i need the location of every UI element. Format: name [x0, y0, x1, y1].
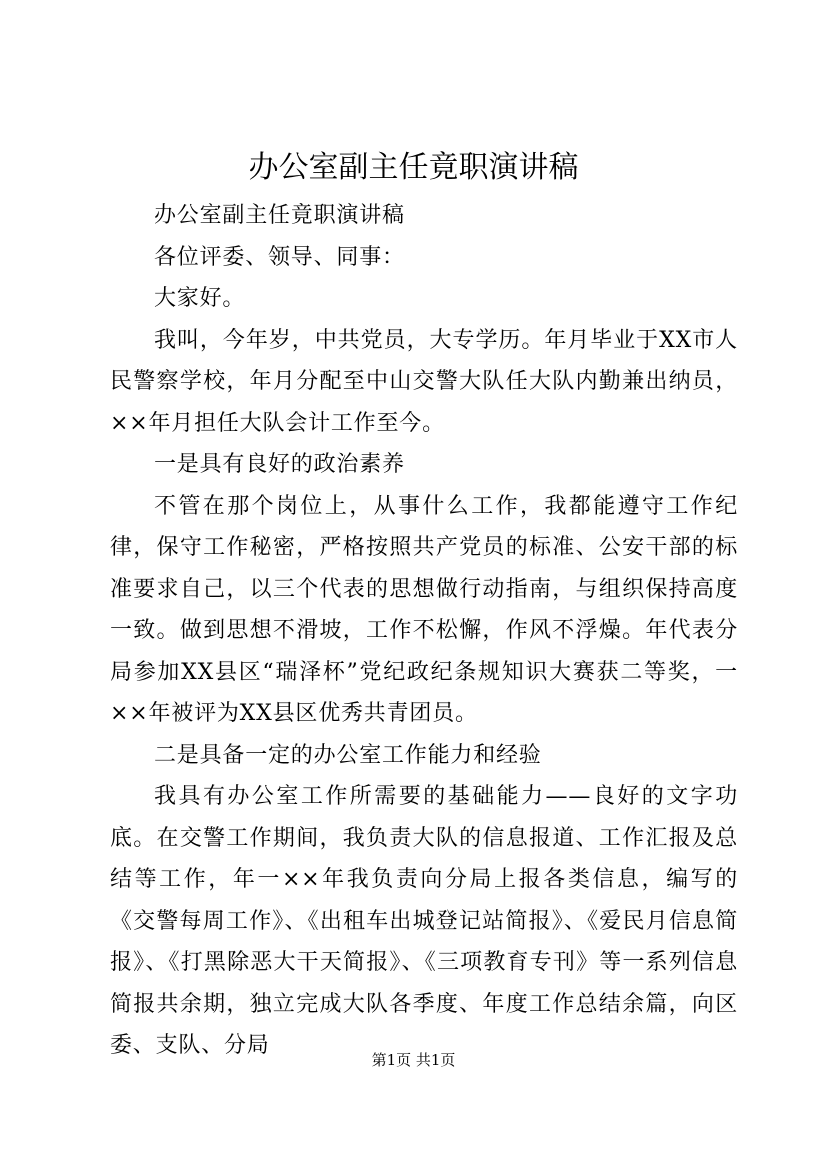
document-body	[110, 195, 738, 1067]
document-title: 办公室副主任竟职演讲稿	[248, 150, 579, 185]
section-heading-ability: 二是具备一定的办公室工作能力和经验	[154, 742, 542, 768]
page-number-footer: 第1页 共1页	[371, 1051, 456, 1069]
paragraph-subtitle: 办公室副主任竟职演讲稿	[154, 203, 405, 228]
section-heading-political: 一是具有良好的政治素养	[154, 452, 405, 477]
paragraph-political: 不管在那个岗位上，从事什么工作，我都能遵守工作纪律，保守工作秘密，严格按照共产党员的标准、公安干部的标准要求自己，以三个代表的思想做行动指南，与组织保持高度一致。做到思想不滑坡，工作不松懈，作风不浮燥。年代表分局参加XX县区“瑞泽杯”党纪政纪条规知识大赛获二等奖，一××年被评为XX县区优秀共青团员。	[110, 493, 738, 726]
paragraph-salutation: 各位评委、领导、同事：	[154, 244, 405, 270]
paragraph-introduction: 我叫，今年岁，中共党员，大专学历。年月毕业于XX市人民警察学校，年月分配至中山交警大队任大队内勤兼出纳员，××年月担任大队会计工作至今。	[110, 327, 738, 436]
paragraph-greeting: 大家好。	[154, 286, 246, 311]
paragraph-ability: 我具有办公室工作所需要的基础能力——良好的文字功底。在交警工作期间，我负责大队的信息报道、工作汇报及总结等工作，年一××年我负责向分局上报各类信息，编写的《交警每周工作》、《出租车出城登记站简报》、《爱民月信息简报》、《打黑除恶大干天简报》、《三项教育专刊》等一系列信息简报共余期，独立完成大队各季度、年度工作总结余篇，向区委、支队、分局	[110, 784, 738, 1058]
